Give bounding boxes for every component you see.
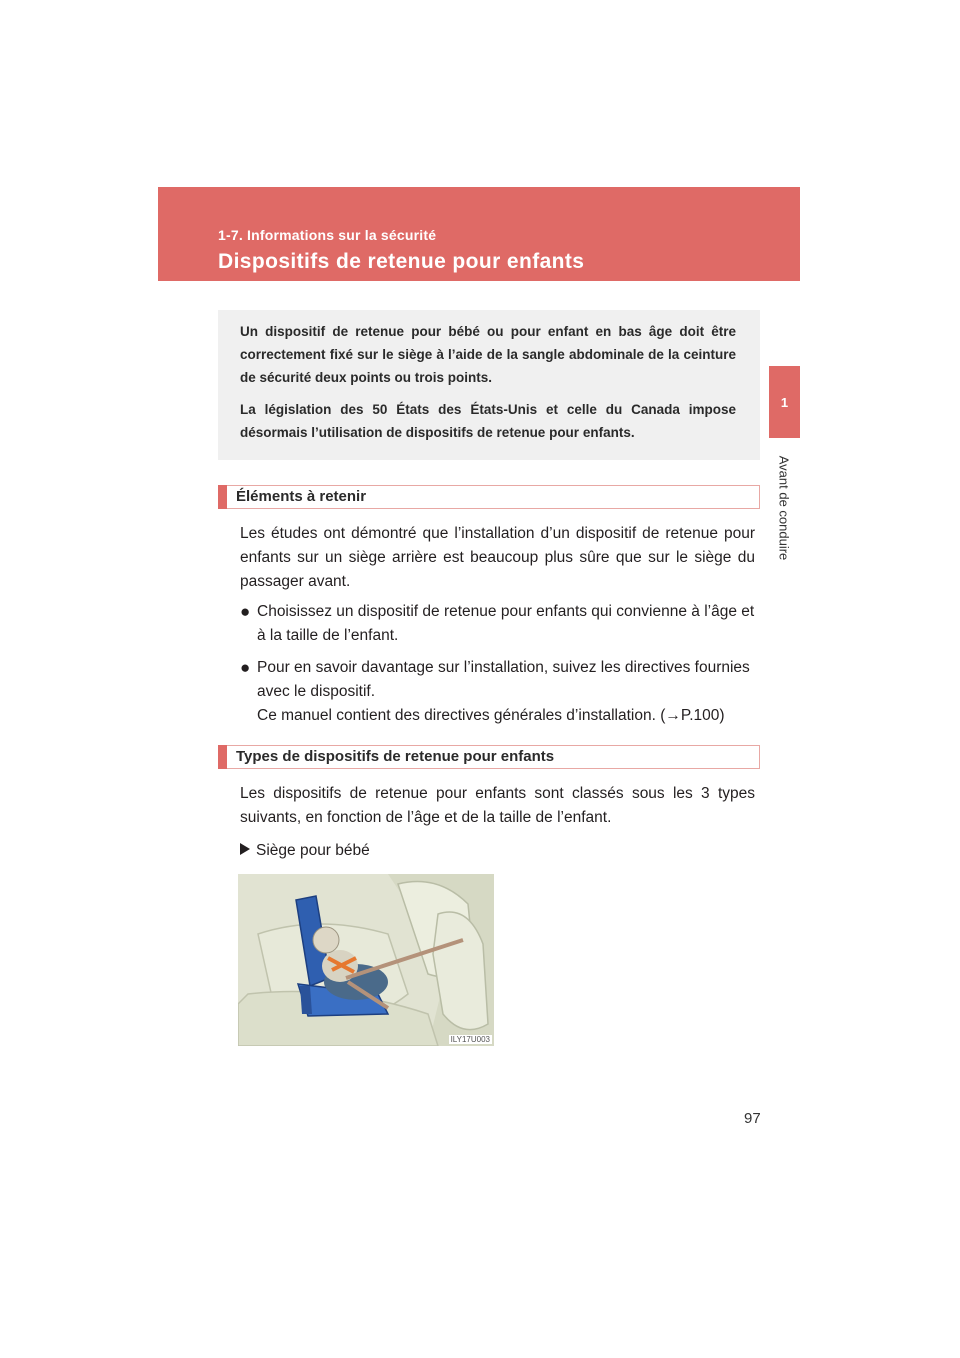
bullet-item <box>240 600 755 648</box>
section-label: 1-7. Informations sur la sécurité <box>218 227 437 243</box>
infant-seat-illustration <box>238 874 494 1046</box>
chapter-tab: 1 <box>769 366 800 438</box>
section-heading-text: Éléments à retenir <box>236 488 367 505</box>
section-heading-text: Types de dispositifs de retenue pour enfants <box>236 748 555 765</box>
bullet-text: Pour en savoir davantage sur l’installation, suivez les directives fournies avec le dispositif. <box>257 659 750 700</box>
section2-paragraph: Les dispositifs de retenue pour enfants sont classés sous les 3 types suivants, en fonction de l’âge et de la taille de l’enfant. <box>240 785 755 826</box>
intro-box <box>218 310 760 460</box>
figure-code: ILY17U003 <box>450 1035 490 1044</box>
list-item <box>240 839 370 863</box>
list-item-text: Siège pour bébé <box>256 842 370 859</box>
page-number: 97 <box>744 1110 761 1127</box>
bullet-dot-icon: ● <box>240 602 251 621</box>
chapter-header <box>158 187 800 281</box>
triangle-arrow-icon <box>240 843 250 855</box>
infant-seat-drawing <box>238 874 494 1046</box>
page-title: Dispositifs de retenue pour enfants <box>218 250 585 273</box>
heading-accent-bar <box>218 485 227 509</box>
section1-paragraph: Les études ont démontré que l’installation d’un dispositif de retenue pour enfants sur un siège arrière est beaucoup plus sûre que sur le siège du passager avant. <box>240 525 755 590</box>
bullet-text: Choisissez un dispositif de retenue pour enfants qui convienne à l’âge et à la taille de l’enfant. <box>257 603 755 644</box>
section-heading-elements <box>218 485 760 509</box>
heading-accent-bar <box>218 745 227 769</box>
bullet-dot-icon: ● <box>240 658 251 677</box>
chapter-name-vertical: Avant de conduire <box>776 455 792 561</box>
bullet-reference-text: Ce manuel contient des directives générales d’installation. (→P.100) <box>257 707 725 724</box>
intro-paragraph-2: La législation des 50 États des États-Unis et celle du Canada impose désormais l’utilisation de dispositifs de retenue pour enfants. <box>240 402 736 440</box>
intro-paragraph-1: Un dispositif de retenue pour bébé ou pour enfant en bas âge doit être correctement fixé sur le siège à l’aide de la sangle abdominale de la ceinture de sécurité deux points ou trois points. <box>240 324 736 385</box>
section-heading-types <box>218 745 760 769</box>
bullet-item <box>240 656 755 728</box>
